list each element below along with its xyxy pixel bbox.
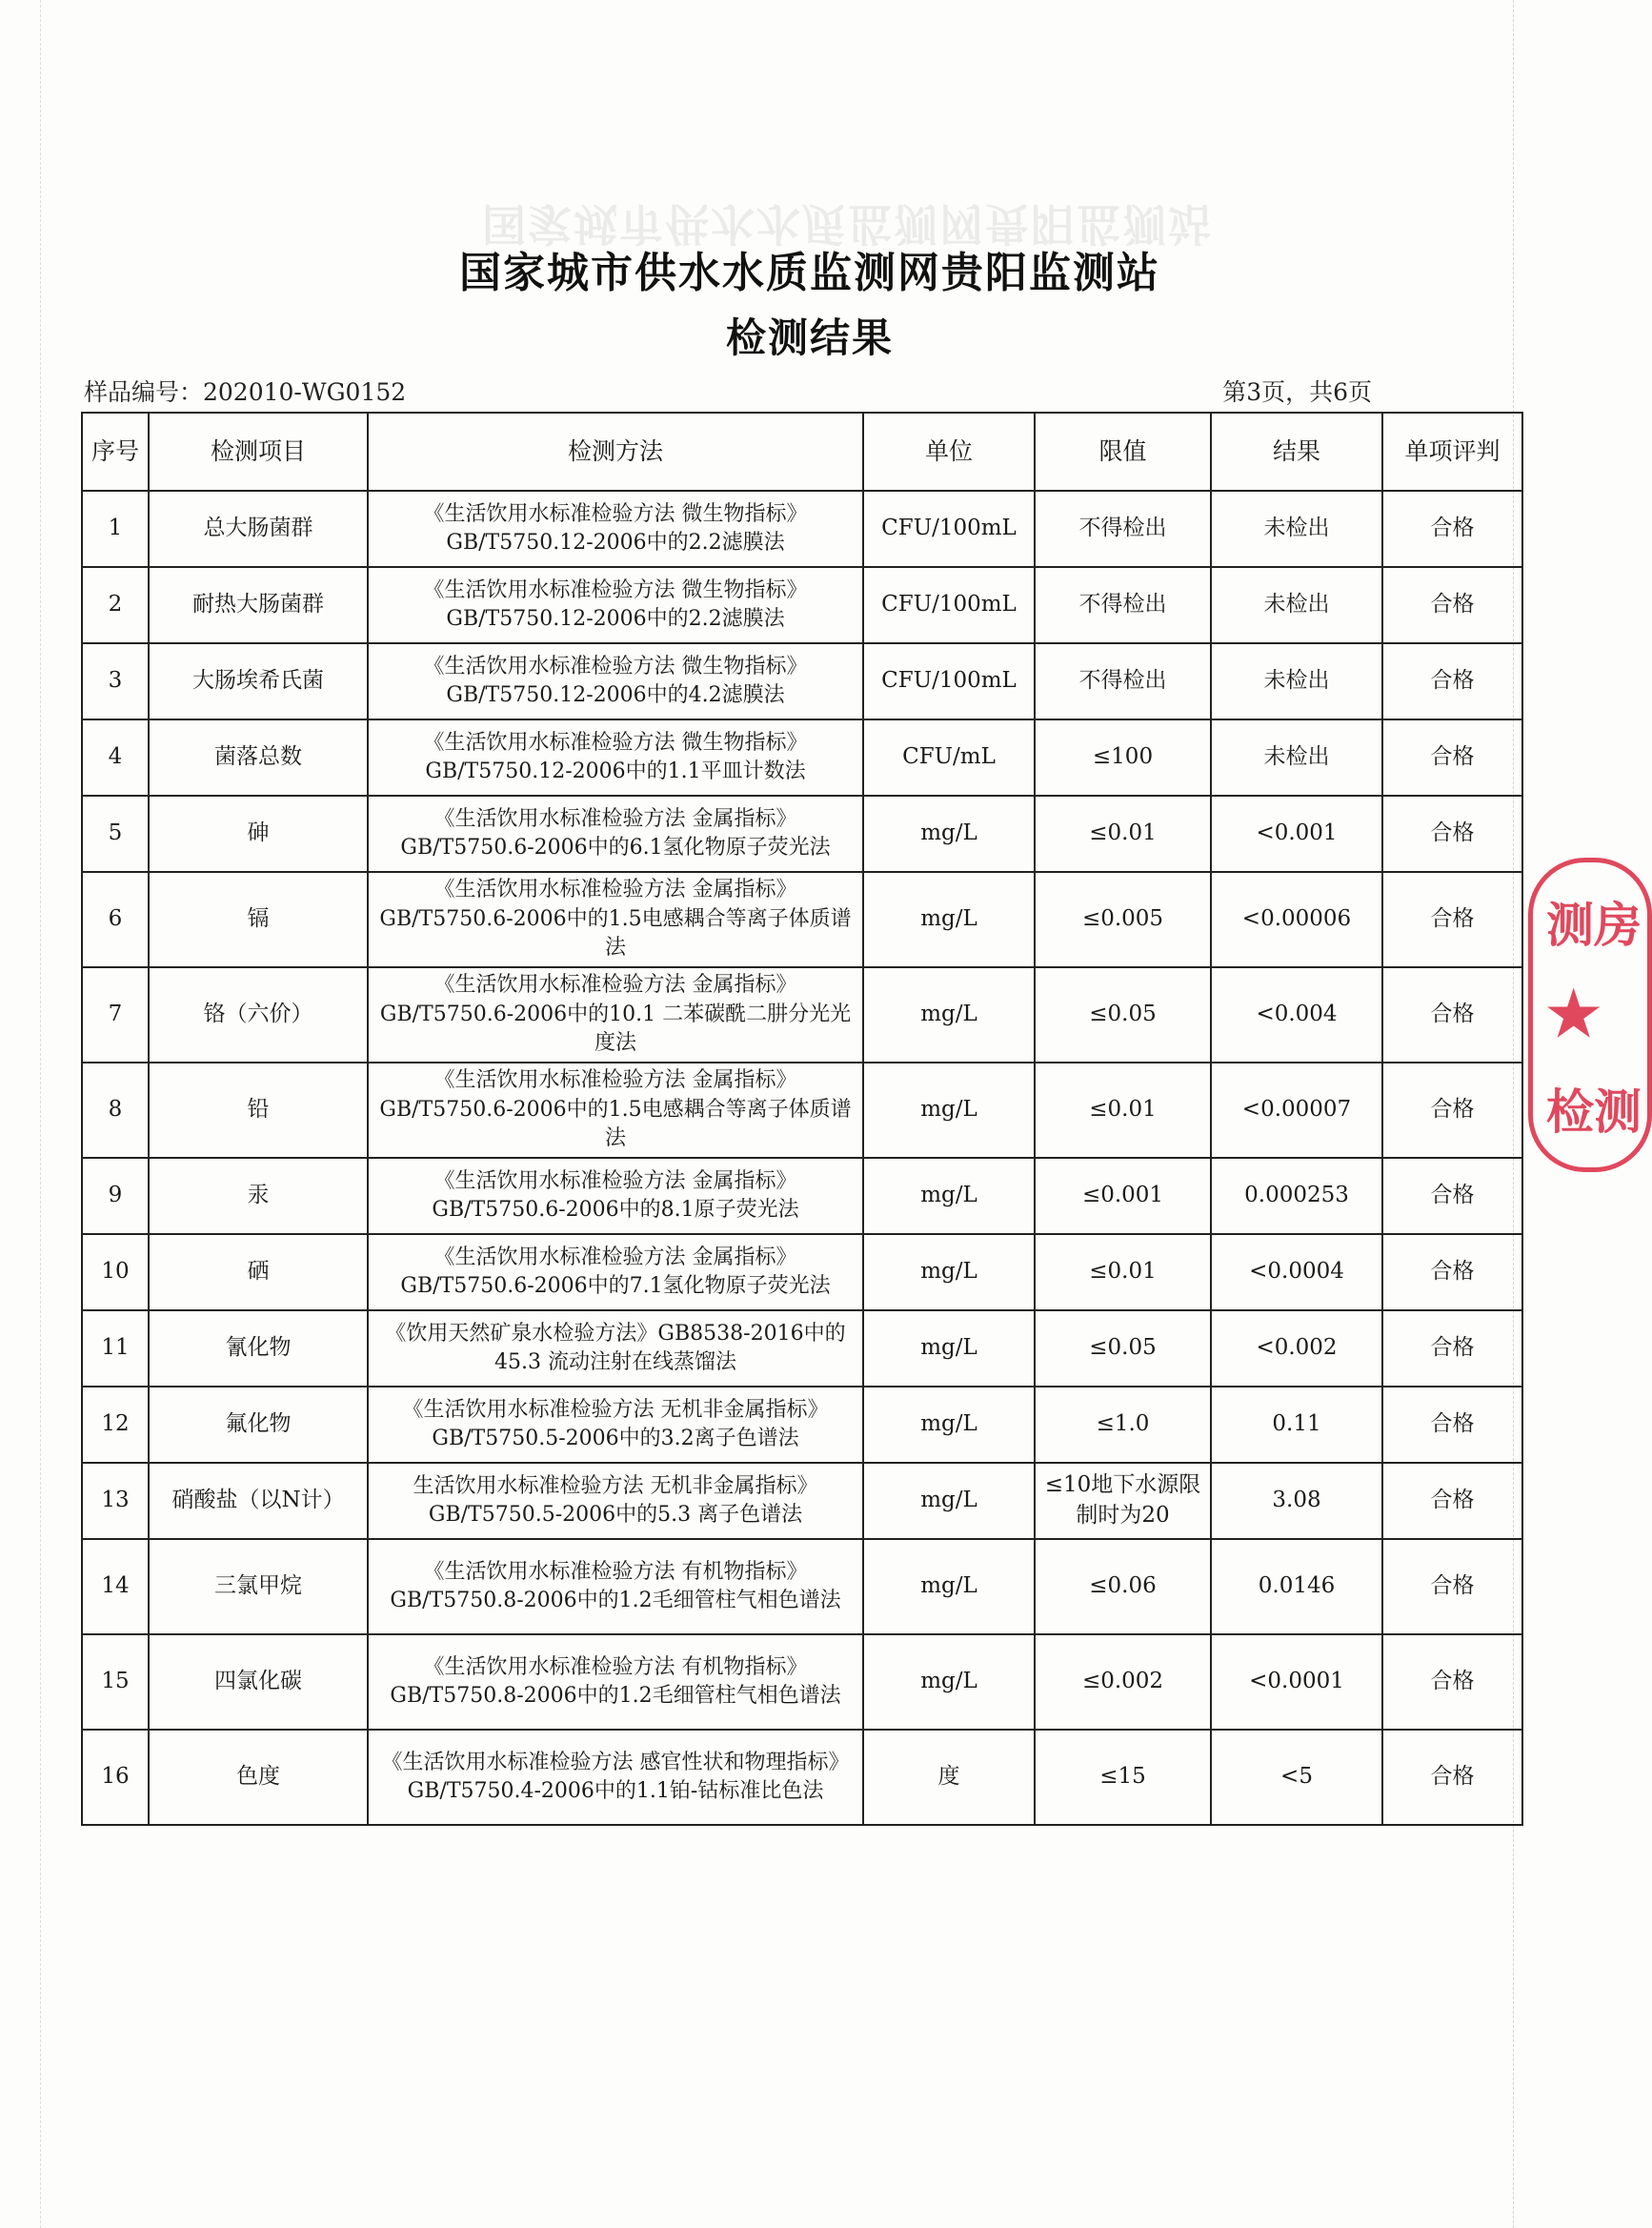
- cell-verdict: 合格: [1382, 1539, 1522, 1634]
- cell-result: <0.00006: [1211, 872, 1382, 967]
- cell-result: 0.000253: [1211, 1158, 1382, 1234]
- cell-limit: 不得检出: [1035, 643, 1211, 719]
- cell-verdict: 合格: [1382, 567, 1522, 643]
- cell-item: 总大肠菌群: [149, 491, 368, 567]
- cell-method: 《生活饮用水标准检验方法 微生物指标》GB/T5750.12-2006中的2.2滤膜法: [368, 567, 863, 643]
- table-row: [82, 1387, 1522, 1463]
- cell-limit: ≤0.002: [1035, 1634, 1211, 1730]
- cell-result: 3.08: [1211, 1463, 1382, 1539]
- cell-method: 《生活饮用水标准检验方法 金属指标》GB/T5750.6-2006中的7.1氢化物原子荧光法: [368, 1234, 863, 1310]
- inspection-seal-stamp: [1528, 858, 1652, 1172]
- table-row: [82, 872, 1522, 967]
- cell-item: 耐热大肠菌群: [149, 567, 368, 643]
- cell-unit: CFU/100mL: [863, 567, 1035, 643]
- table-row: [82, 967, 1522, 1063]
- cell-no: 11: [82, 1310, 149, 1387]
- cell-method: 《生活饮用水标准检验方法 无机非金属指标》GB/T5750.5-2006中的3.2离子色谱法: [368, 1387, 863, 1463]
- cell-method: 《生活饮用水标准检验方法 金属指标》GB/T5750.6-2006中的8.1原子荧光法: [368, 1158, 863, 1234]
- cell-result: <5: [1211, 1730, 1382, 1825]
- cell-limit: 不得检出: [1035, 567, 1211, 643]
- col-header-no: 序号: [82, 413, 149, 491]
- cell-result: 未检出: [1211, 643, 1382, 719]
- report-title: 国家城市供水水质监测网贵阳监测站: [459, 249, 1160, 297]
- cell-result: <0.004: [1211, 967, 1382, 1063]
- cell-method: 《生活饮用水标准检验方法 感官性状和物理指标》GB/T5750.4-2006中的1.1铂-钴标准比色法: [368, 1730, 863, 1825]
- cell-no: 10: [82, 1234, 149, 1310]
- table-row: [82, 1634, 1522, 1730]
- cell-item: 色度: [149, 1730, 368, 1825]
- cell-no: 12: [82, 1387, 149, 1463]
- table-row: [82, 1310, 1522, 1387]
- cell-result: <0.00007: [1211, 1063, 1382, 1158]
- table-row: [82, 567, 1522, 643]
- cell-limit: ≤0.05: [1035, 967, 1211, 1063]
- cell-no: 3: [82, 643, 149, 719]
- cell-no: 5: [82, 796, 149, 872]
- cell-unit: mg/L: [863, 1539, 1035, 1634]
- cell-result: 未检出: [1211, 491, 1382, 567]
- seal-text-bottom: 检测: [1546, 1084, 1642, 1140]
- cell-unit: mg/L: [863, 1387, 1035, 1463]
- cell-verdict: 合格: [1382, 1634, 1522, 1730]
- cell-no: 1: [82, 491, 149, 567]
- cell-no: 2: [82, 567, 149, 643]
- cell-item: 铅: [149, 1063, 368, 1158]
- table-row: [82, 719, 1522, 796]
- cell-limit: 不得检出: [1035, 491, 1211, 567]
- bleed-through-text: 国家城市供水水质监测网贵阳监测站: [482, 198, 1214, 250]
- col-header-verdict: 单项评判: [1382, 413, 1522, 491]
- cell-unit: mg/L: [863, 796, 1035, 872]
- cell-item: 砷: [149, 796, 368, 872]
- table-row: [82, 1158, 1522, 1234]
- cell-unit: mg/L: [863, 1234, 1035, 1310]
- cell-no: 6: [82, 872, 149, 967]
- cell-verdict: 合格: [1382, 719, 1522, 796]
- cell-item: 四氯化碳: [149, 1634, 368, 1730]
- cell-method: 《生活饮用水标准检验方法 微生物指标》GB/T5750.12-2006中的1.1平皿计数法: [368, 719, 863, 796]
- page-info: 第3页，共6页: [1222, 378, 1372, 406]
- cell-unit: mg/L: [863, 1310, 1035, 1387]
- cell-result: 未检出: [1211, 719, 1382, 796]
- cell-unit: mg/L: [863, 872, 1035, 967]
- cell-unit: CFU/mL: [863, 719, 1035, 796]
- cell-limit: ≤0.05: [1035, 1310, 1211, 1387]
- table-row: [82, 1463, 1522, 1539]
- cell-method: 《生活饮用水标准检验方法 金属指标》GB/T5750.6-2006中的1.5电感耦合等离子体质谱法: [368, 1063, 863, 1158]
- table-row: [82, 1063, 1522, 1158]
- cell-limit: ≤0.001: [1035, 1158, 1211, 1234]
- cell-method: 《生活饮用水标准检验方法 金属指标》GB/T5750.6-2006中的1.5电感耦合等离子体质谱法: [368, 872, 863, 967]
- cell-method: 《生活饮用水标准检验方法 金属指标》GB/T5750.6-2006中的6.1氢化物原子荧光法: [368, 796, 863, 872]
- star-icon: ★: [1546, 979, 1602, 1050]
- cell-method: 《饮用天然矿泉水检验方法》GB8538-2016中的45.3 流动注射在线蒸馏法: [368, 1310, 863, 1387]
- cell-unit: CFU/100mL: [863, 491, 1035, 567]
- sample-number: 样品编号：202010-WG0152: [84, 378, 407, 406]
- cell-result: 0.11: [1211, 1387, 1382, 1463]
- cell-method: 生活饮用水标准检验方法 无机非金属指标》GB/T5750.5-2006中的5.3 离子色谱法: [368, 1463, 863, 1539]
- results-table: [81, 412, 1523, 1826]
- cell-result: 未检出: [1211, 567, 1382, 643]
- cell-limit: ≤0.01: [1035, 1234, 1211, 1310]
- cell-item: 硒: [149, 1234, 368, 1310]
- cell-no: 14: [82, 1539, 149, 1634]
- cell-no: 7: [82, 967, 149, 1063]
- cell-limit: ≤0.06: [1035, 1539, 1211, 1634]
- cell-limit: ≤10地下水源限制时为20: [1035, 1463, 1211, 1539]
- cell-unit: mg/L: [863, 1463, 1035, 1539]
- cell-result: 0.0146: [1211, 1539, 1382, 1634]
- table-row: [82, 491, 1522, 567]
- table-row: [82, 1730, 1522, 1825]
- cell-result: <0.001: [1211, 796, 1382, 872]
- seal-text-top: 测房: [1546, 897, 1642, 953]
- cell-verdict: 合格: [1382, 491, 1522, 567]
- cell-method: 《生活饮用水标准检验方法 微生物指标》GB/T5750.12-2006中的2.2滤膜法: [368, 491, 863, 567]
- cell-item: 汞: [149, 1158, 368, 1234]
- cell-item: 硝酸盐（以N计）: [149, 1463, 368, 1539]
- cell-item: 铬（六价）: [149, 967, 368, 1063]
- cell-unit: CFU/100mL: [863, 643, 1035, 719]
- cell-limit: ≤100: [1035, 719, 1211, 796]
- cell-result: <0.0001: [1211, 1634, 1382, 1730]
- cell-verdict: 合格: [1382, 872, 1522, 967]
- cell-result: <0.0004: [1211, 1234, 1382, 1310]
- cell-limit: ≤15: [1035, 1730, 1211, 1825]
- cell-no: 13: [82, 1463, 149, 1539]
- cell-unit: mg/L: [863, 967, 1035, 1063]
- cell-verdict: 合格: [1382, 1387, 1522, 1463]
- cell-item: 氰化物: [149, 1310, 368, 1387]
- table-row: [82, 643, 1522, 719]
- cell-no: 4: [82, 719, 149, 796]
- cell-no: 8: [82, 1063, 149, 1158]
- cell-verdict: 合格: [1382, 643, 1522, 719]
- cell-limit: ≤0.01: [1035, 1063, 1211, 1158]
- cell-method: 《生活饮用水标准检验方法 有机物指标》GB/T5750.8-2006中的1.2毛细管柱气相色谱法: [368, 1634, 863, 1730]
- cell-item: 镉: [149, 872, 368, 967]
- table-row: [82, 796, 1522, 872]
- cell-verdict: 合格: [1382, 1063, 1522, 1158]
- cell-unit: mg/L: [863, 1634, 1035, 1730]
- cell-limit: ≤0.005: [1035, 872, 1211, 967]
- cell-limit: ≤0.01: [1035, 796, 1211, 872]
- cell-verdict: 合格: [1382, 1234, 1522, 1310]
- cell-verdict: 合格: [1382, 1310, 1522, 1387]
- cell-item: 大肠埃希氏菌: [149, 643, 368, 719]
- cell-result: <0.002: [1211, 1310, 1382, 1387]
- cell-method: 《生活饮用水标准检验方法 微生物指标》GB/T5750.12-2006中的4.2滤膜法: [368, 643, 863, 719]
- cell-item: 菌落总数: [149, 719, 368, 796]
- cell-no: 15: [82, 1634, 149, 1730]
- cell-verdict: 合格: [1382, 1158, 1522, 1234]
- cell-item: 氟化物: [149, 1387, 368, 1463]
- cell-verdict: 合格: [1382, 796, 1522, 872]
- col-header-limit: 限值: [1035, 413, 1211, 491]
- cell-method: 《生活饮用水标准检验方法 金属指标》GB/T5750.6-2006中的10.1 二苯碳酰二肼分光光度法: [368, 967, 863, 1063]
- col-header-unit: 单位: [863, 413, 1035, 491]
- table-row: [82, 1539, 1522, 1634]
- report-subtitle: 检测结果: [725, 314, 894, 361]
- cell-limit: ≤1.0: [1035, 1387, 1211, 1463]
- cell-unit: 度: [863, 1730, 1035, 1825]
- cell-no: 16: [82, 1730, 149, 1825]
- cell-unit: mg/L: [863, 1158, 1035, 1234]
- header-row: [82, 413, 1522, 491]
- cell-method: 《生活饮用水标准检验方法 有机物指标》GB/T5750.8-2006中的1.2毛细管柱气相色谱法: [368, 1539, 863, 1634]
- table-row: [82, 1234, 1522, 1310]
- cell-verdict: 合格: [1382, 1730, 1522, 1825]
- cell-verdict: 合格: [1382, 967, 1522, 1063]
- col-header-item: 检测项目: [149, 413, 368, 491]
- col-header-result: 结果: [1211, 413, 1382, 491]
- cell-unit: mg/L: [863, 1063, 1035, 1158]
- col-header-method: 检测方法: [368, 413, 863, 491]
- cell-no: 9: [82, 1158, 149, 1234]
- cell-item: 三氯甲烷: [149, 1539, 368, 1634]
- cell-verdict: 合格: [1382, 1463, 1522, 1539]
